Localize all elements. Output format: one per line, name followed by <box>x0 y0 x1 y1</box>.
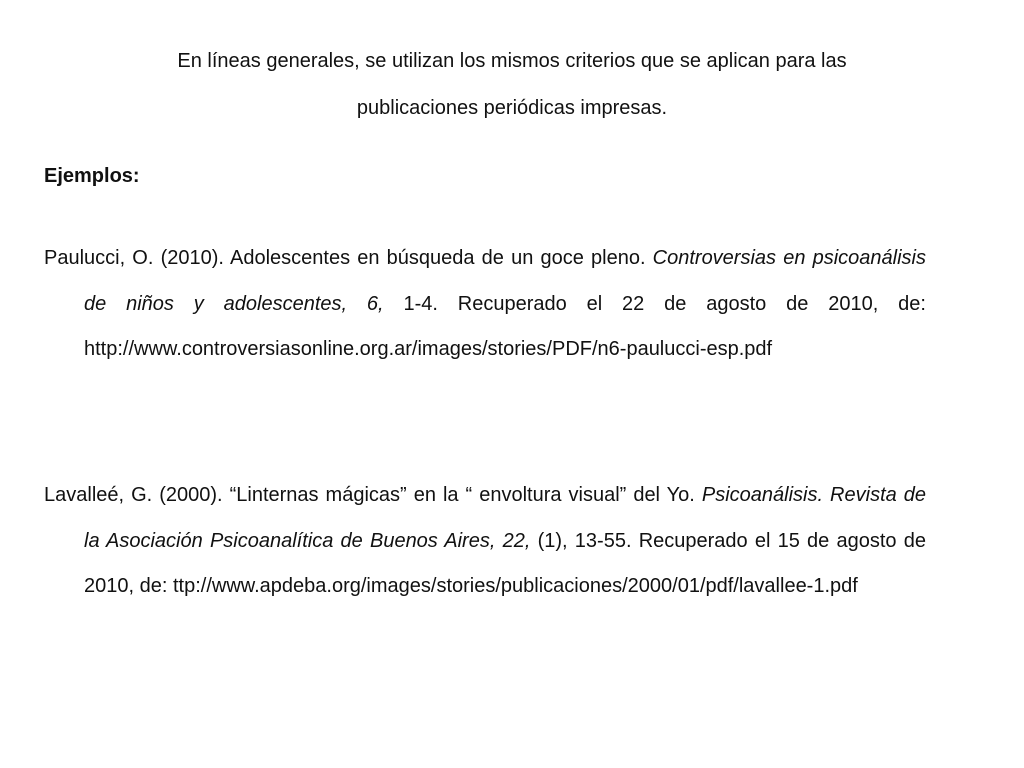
examples-heading: Ejemplos: <box>44 165 140 187</box>
reference-lavallee <box>44 473 926 610</box>
reference-paulucci <box>44 236 926 373</box>
reference-text-tail: (1), 13-55. Recuperado el 15 de agosto de 2010, de: ttp://www.apdeba.org/images/stories/publicaciones/2000/01/pdf/lavallee-1.pdf <box>84 529 926 598</box>
reference-text: Paulucci, O. (2010). Adolescentes en búsqueda de un goce pleno. <box>44 247 653 269</box>
intro-paragraph <box>92 38 932 132</box>
intro-line-1: En líneas generales, se utilizan los mismos criterios que se aplican para las <box>177 50 847 72</box>
reference-text-tail: 1-4. Recuperado el 22 de agosto de 2010, de: http://www.controversiasonline.org.ar/images/stories/PDF/n6-paulucci-esp.pdf <box>84 292 926 361</box>
reference-text: Lavalleé, G. (2000). “Linternas mágicas” en la “ envoltura visual” del Yo. <box>44 484 702 506</box>
reference-source-title: Controversias en psicoanálisis de niños y adolescentes, 6, <box>84 247 926 315</box>
reference-source-title: Psicoanálisis. Revista de la Asociación Psicoanalítica de Buenos Aires, 22, <box>84 484 927 552</box>
intro-line-2: publicaciones periódicas impresas. <box>356 97 668 119</box>
